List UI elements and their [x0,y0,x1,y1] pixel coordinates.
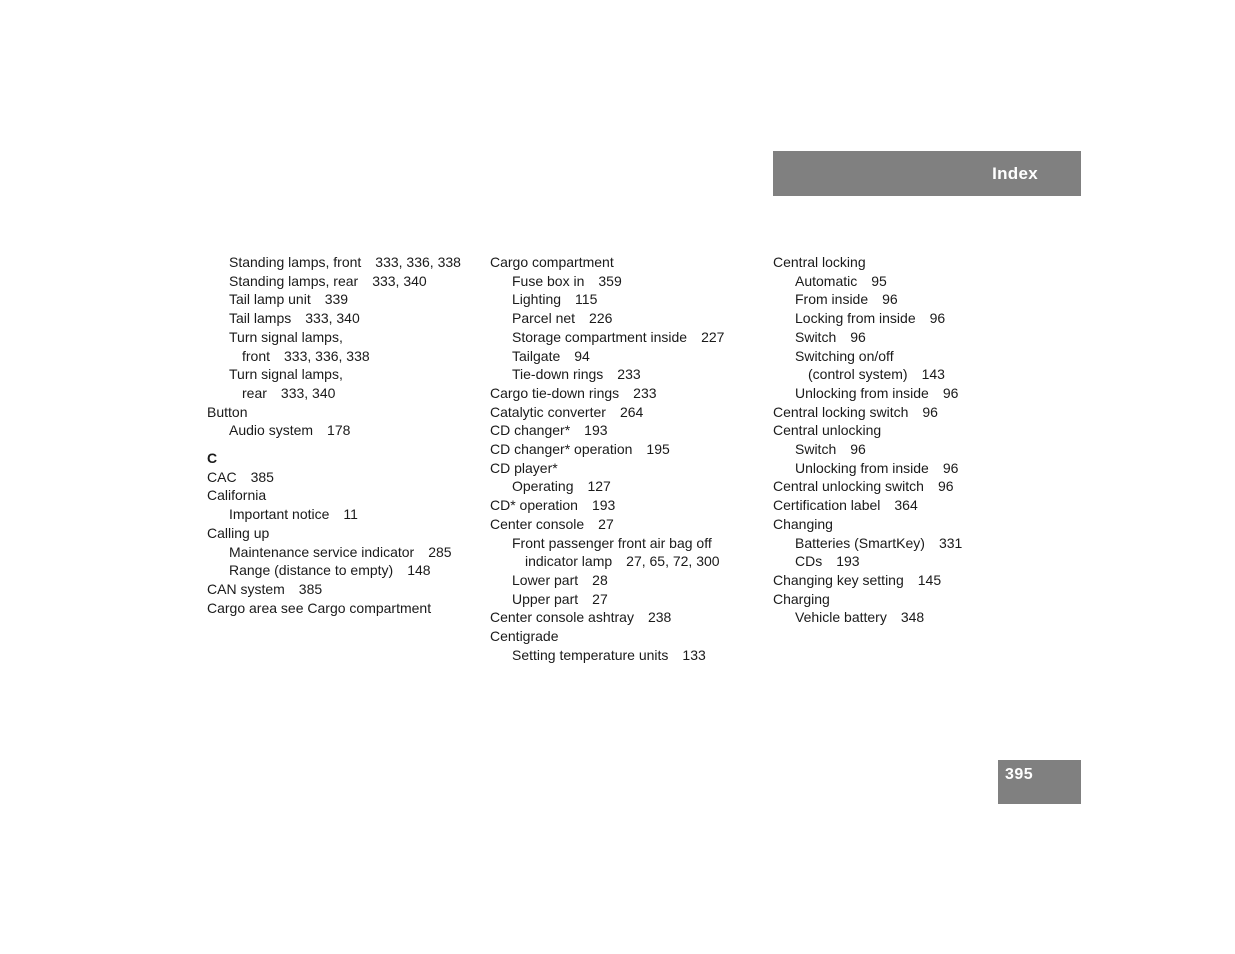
page-number-label: 395 [1005,766,1034,783]
index-entry [773,365,1043,384]
index-entry-text: Central unlocking switch [773,478,924,495]
index-entry [207,486,477,505]
index-entry-text: Audio system [229,422,314,439]
index-entry [207,253,477,272]
index-entry-text: front [242,347,271,364]
index-entry-pages: 331 [938,534,963,551]
index-entry-pages: 143 [921,366,945,383]
index-entry-text: Operating [512,478,574,495]
index-entry-text: Tailgate [512,347,561,364]
index-entry-pages: 264 [619,403,644,420]
index-entry-pages: 127 [587,478,611,495]
index-entry-text: CDs [795,553,823,570]
index-entry-text: Cargo tie-down rings [490,384,620,401]
index-entry-pages: 333, 336, 338 [375,254,461,270]
index-entry-pages: 96 [922,403,938,420]
index-entry-text: Button [207,403,248,420]
index-entry-text: Locking from inside [795,310,916,327]
index-entry-text: CAC [207,468,237,485]
index-entry [773,309,1043,328]
index-entry-text: Switch [795,328,837,345]
index-entry [773,515,1043,534]
index-entry-text: Turn signal lamps, [229,328,343,345]
page-number [998,760,1081,804]
index-entry-text: Calling up [207,524,270,541]
index-entry-pages: 238 [647,609,672,626]
index-entry-text: Important notice [229,506,330,523]
index-entry-text: Maintenance service indicator [229,543,415,560]
index-entry-pages: 133 [682,646,706,663]
index-entry-text: CAN system [207,580,285,597]
index-entry-text: Changing [773,515,833,532]
index-entry-pages: 385 [298,580,323,597]
index-entry-text: Switching on/off [795,347,894,364]
index-entry [490,403,760,422]
index-entry-text: Tail lamp unit [229,291,311,308]
index-entry [207,468,477,487]
index-entry-pages: 233 [633,384,657,401]
index-entry [773,459,1043,478]
index-entry [207,505,477,524]
index-entry-pages: 94 [574,347,590,364]
index-column-2 [490,253,760,664]
index-entry [490,365,760,384]
index-entry-text: indicator lamp [525,553,613,570]
index-entry-pages: 115 [575,291,598,308]
index-entry-text: Turn signal lamps, [229,366,343,383]
index-entry [773,290,1043,309]
index-entry-pages: 193 [591,497,616,514]
index-entry-text: Standing lamps, front [229,254,362,270]
index-entry-text: Centigrade [490,628,559,645]
index-entry [207,599,477,618]
index-entry-pages: 145 [917,571,942,588]
index-entry-text: Certification label [773,497,881,514]
index-entry-pages: 227 [701,328,725,345]
index-entry [773,347,1043,366]
index-entry-text: Vehicle battery [795,609,887,626]
index-entry-text: CD* operation [490,497,578,514]
index-entry-text: rear [242,384,267,401]
index-entry-text: Center console ashtray [490,609,634,626]
index-entry-pages: 195 [646,441,670,458]
index-entry-text: Automatic [795,272,858,289]
index-entry-text: Range (distance to empty) [229,562,394,579]
index-entry-pages: 285 [428,543,452,560]
index-entry [773,328,1043,347]
index-entry-text: Catalytic converter [490,403,606,420]
index-entry-pages: 96 [882,291,898,308]
index-entry-pages: 27 [598,515,614,532]
index-entry-text: Central locking switch [773,403,909,420]
index-entry [490,496,760,515]
index-entry-text: Setting temperature units [512,646,669,663]
index-entry-text: Batteries (SmartKey) [795,534,925,551]
index-entry [490,459,760,478]
index-entry-pages: 339 [324,291,349,308]
index-entry-text: CD changer* [490,422,571,439]
index-entry-pages: 96 [850,441,866,458]
index-entry [207,365,477,384]
index-header-title: Index [992,163,1038,183]
index-entry-pages: 11 [343,506,358,523]
index-entry [207,347,477,366]
index-entry [773,440,1043,459]
index-entry-text: Fuse box in [512,272,585,289]
index-entry [490,590,760,609]
index-entry [490,608,760,627]
index-entry-text: Central locking [773,254,866,270]
index-entry-pages: 385 [250,468,274,485]
index-entry [773,571,1043,590]
index-entry-pages: 359 [598,272,622,289]
index-entry [207,272,477,291]
index-entry [773,384,1043,403]
index-entry-text: Charging [773,590,830,607]
index-entry-pages: 233 [617,366,641,383]
index-entry-pages: 348 [900,609,925,626]
index-entry-text: CD player* [490,459,558,476]
index-entry [207,384,477,403]
index-entry-pages: 27 [592,590,608,607]
index-entry-text: Unlocking from inside [795,459,929,476]
index-entry-text: Upper part [512,590,579,607]
index-entry [773,403,1043,422]
index-entry [207,309,477,328]
index-entry [207,403,477,422]
index-entry-pages: 226 [589,310,613,327]
index-entry [773,477,1043,496]
index-entry [490,627,760,646]
index-entry-text: Changing key setting [773,571,904,588]
index-entry-text: Switch [795,441,837,458]
index-entry-text: Front passenger front air bag off [512,534,712,551]
index-entry-pages: 96 [942,459,959,476]
index-entry-pages: 333, 340 [305,310,360,327]
index-entry [490,552,760,571]
index-entry [207,561,477,580]
index-entry-text: Lighting [512,291,562,308]
index-entry [207,543,477,562]
index-entry [773,534,1043,553]
index-column-1 [207,253,477,617]
index-entry [490,477,760,496]
index-entry-pages: 27, 65, 72, 300 [626,553,720,570]
index-entry-text: (control system) [808,366,908,383]
index-entry-pages: 96 [850,328,866,345]
index-entry [490,534,760,553]
index-entry [490,309,760,328]
index-entry-text: Unlocking from inside [795,384,929,401]
index-entry [490,347,760,366]
index-entry-text: Center console [490,515,585,532]
index-entry-pages: 333, 340 [280,384,336,401]
index-entry-text: Cargo area see Cargo compartment [207,599,432,616]
index-entry [773,590,1043,609]
index-entry-pages: 96 [937,478,954,495]
index-entry-text: Tail lamps [229,310,292,327]
index-entry [773,253,1043,272]
index-entry [490,253,760,272]
index-entry [207,524,477,543]
index-entry-text: Tie-down rings [512,366,604,383]
index-entry-text: CD changer* operation [490,441,633,458]
index-entry-pages: 193 [836,553,860,570]
index-header-bar [773,151,1081,196]
index-entry [490,384,760,403]
index-entry [490,272,760,291]
index-entry [773,272,1043,291]
index-entry [207,580,477,599]
index-entry [490,571,760,590]
index-entry [773,421,1043,440]
index-entry-pages: 28 [592,571,608,588]
index-entry-text: Cargo compartment [490,254,614,270]
index-entry-pages: 178 [327,422,351,439]
index-entry-pages: 193 [584,422,608,439]
index-entry [490,421,760,440]
index-entry-pages: 96 [929,310,946,327]
index-letter-heading [207,449,477,468]
index-entry [773,552,1043,571]
index-entry [490,646,760,665]
index-entry-text: Storage compartment inside [512,328,688,345]
index-entry-pages: 333, 336, 338 [284,347,370,364]
index-entry-text: Central unlocking [773,422,882,439]
index-column-3 [773,253,1043,627]
index-entry [490,440,760,459]
index-entry [490,290,760,309]
index-entry-text: California [207,487,267,504]
index-entry-pages: 364 [894,497,918,514]
index-entry [207,290,477,309]
index-entry-pages: 148 [407,562,431,579]
index-entry [773,608,1043,627]
index-entry-text: Lower part [512,571,579,588]
index-entry [490,328,760,347]
index-entry-pages: 95 [871,272,887,289]
index-entry-text: From inside [795,291,869,308]
index-entry-pages: 96 [942,384,959,401]
index-entry [207,328,477,347]
index-entry [773,496,1043,515]
index-entry-text: Standing lamps, rear [229,272,359,289]
index-entry-pages: 333, 340 [372,272,427,289]
index-entry [207,421,477,440]
index-entry [490,515,760,534]
index-entry-text: C [207,450,218,467]
index-entry-text: Parcel net [512,310,576,327]
